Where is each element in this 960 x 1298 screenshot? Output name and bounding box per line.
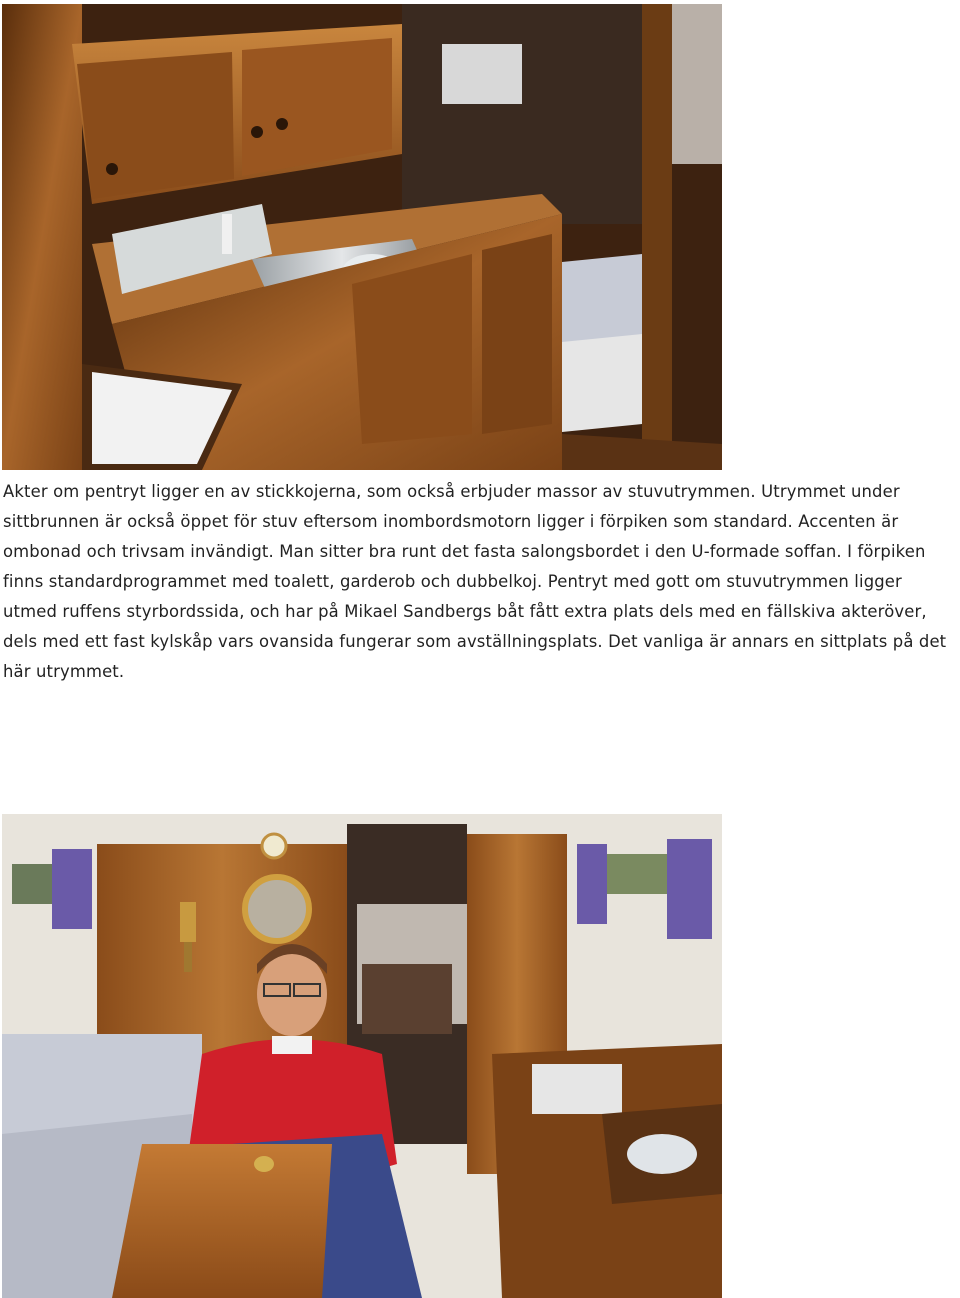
galley-illustration bbox=[2, 4, 722, 470]
saloon-photo bbox=[2, 814, 722, 1298]
saloon-illustration bbox=[2, 814, 722, 1298]
galley-photo bbox=[2, 4, 722, 470]
photo-caption: Akter om pentryt ligger en av stickkojerna, som också erbjuder massor av stuvutrymmen. Utrymmet under sittbrunnen är också öppet för stuv eftersom inombordsmotorn ligger i förpiken som standard. Accenten är ombonad och trivsam invändigt. Man sitter bra runt det fasta salongsbordet i den U-formade soffan. I förpiken finns standardprogrammet med toalett, garderob och dubbelkoj. Pentryt med gott om stuvutrymmen ligger utmed ruffens styrbordssida, och har på Mikael Sandbergs båt fått extra plats dels med en fällskiva akteröver, dels med ett fast kylskåp vars ovansida fungerar som avställningsplats. Det vanliga är annars en sittplats på det här utrymmet. bbox=[3, 482, 947, 681]
